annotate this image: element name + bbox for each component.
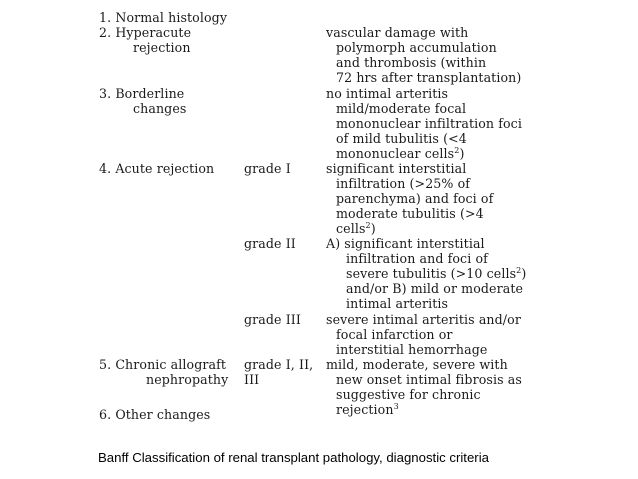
category-label: 5. Chronic allograft bbox=[99, 357, 227, 372]
criteria-line: mild/moderate focal bbox=[336, 101, 467, 116]
criteria-line: 72 hrs after transplantation) bbox=[336, 70, 522, 85]
criteria-line: infiltration (>25% of bbox=[336, 176, 471, 191]
footnote-ref: 2 bbox=[454, 146, 460, 155]
criteria-line: vascular damage with bbox=[326, 25, 469, 40]
category-label: 3. Borderline bbox=[99, 86, 185, 101]
criteria-line: infiltration and foci of bbox=[346, 251, 488, 266]
grade-label: grade III bbox=[244, 312, 301, 327]
criteria-line: focal infarction or bbox=[336, 327, 453, 342]
category-label: 2. Hyperacute bbox=[99, 25, 192, 40]
criteria-line: moderate tubulitis (>4 bbox=[336, 206, 484, 221]
category-label: rejection bbox=[133, 40, 191, 55]
grade-label: III bbox=[244, 372, 260, 387]
criteria-line: suggestive for chronic bbox=[336, 387, 481, 402]
criteria-line: no intimal arteritis bbox=[326, 86, 449, 101]
criteria-line: cells$^2$) bbox=[336, 221, 376, 236]
criteria-line: severe intimal arteritis and/or bbox=[326, 312, 521, 327]
grade-label: grade I, II, bbox=[244, 357, 314, 372]
footnote-ref: 3 bbox=[393, 402, 399, 411]
category-label: changes bbox=[133, 101, 187, 116]
criteria-line: rejection$^3$ bbox=[336, 402, 399, 417]
criteria-line: intimal arteritis bbox=[346, 296, 449, 311]
criteria-line: mononuclear infiltration foci bbox=[336, 116, 522, 131]
grade-label: grade II bbox=[244, 236, 296, 251]
category-label: 6. Other changes bbox=[99, 407, 211, 422]
criteria-line: mononuclear cells$^2$) bbox=[336, 146, 465, 161]
grade-label: grade I bbox=[244, 161, 291, 176]
criteria-line: significant interstitial bbox=[326, 161, 467, 176]
criteria-line: parenchyma) and foci of bbox=[336, 191, 494, 206]
criteria-line: and/or B) mild or moderate bbox=[346, 281, 524, 296]
criteria-line: A) significant interstitial bbox=[326, 236, 485, 251]
category-label: nephropathy bbox=[146, 372, 229, 387]
footnote-ref: 2 bbox=[365, 221, 371, 230]
criteria-line: severe tubulitis (>10 cells$^2$) bbox=[346, 266, 527, 281]
criteria-line: interstitial hemorrhage bbox=[336, 342, 488, 357]
criteria-line: polymorph accumulation bbox=[336, 40, 497, 55]
footnote-ref: 2 bbox=[516, 266, 522, 275]
criteria-line: of mild tubulitis (<4 bbox=[336, 131, 467, 146]
criteria-line: new onset intimal fibrosis as bbox=[336, 372, 522, 387]
criteria-line: mild, moderate, severe with bbox=[326, 357, 508, 372]
criteria-line: and thrombosis (within bbox=[336, 55, 487, 70]
category-label: 4. Acute rejection bbox=[99, 161, 215, 176]
category-label: 1. Normal histology bbox=[99, 10, 228, 25]
slide-caption: Banff Classification of renal transplant pathology, diagnostic criteria bbox=[98, 450, 489, 465]
